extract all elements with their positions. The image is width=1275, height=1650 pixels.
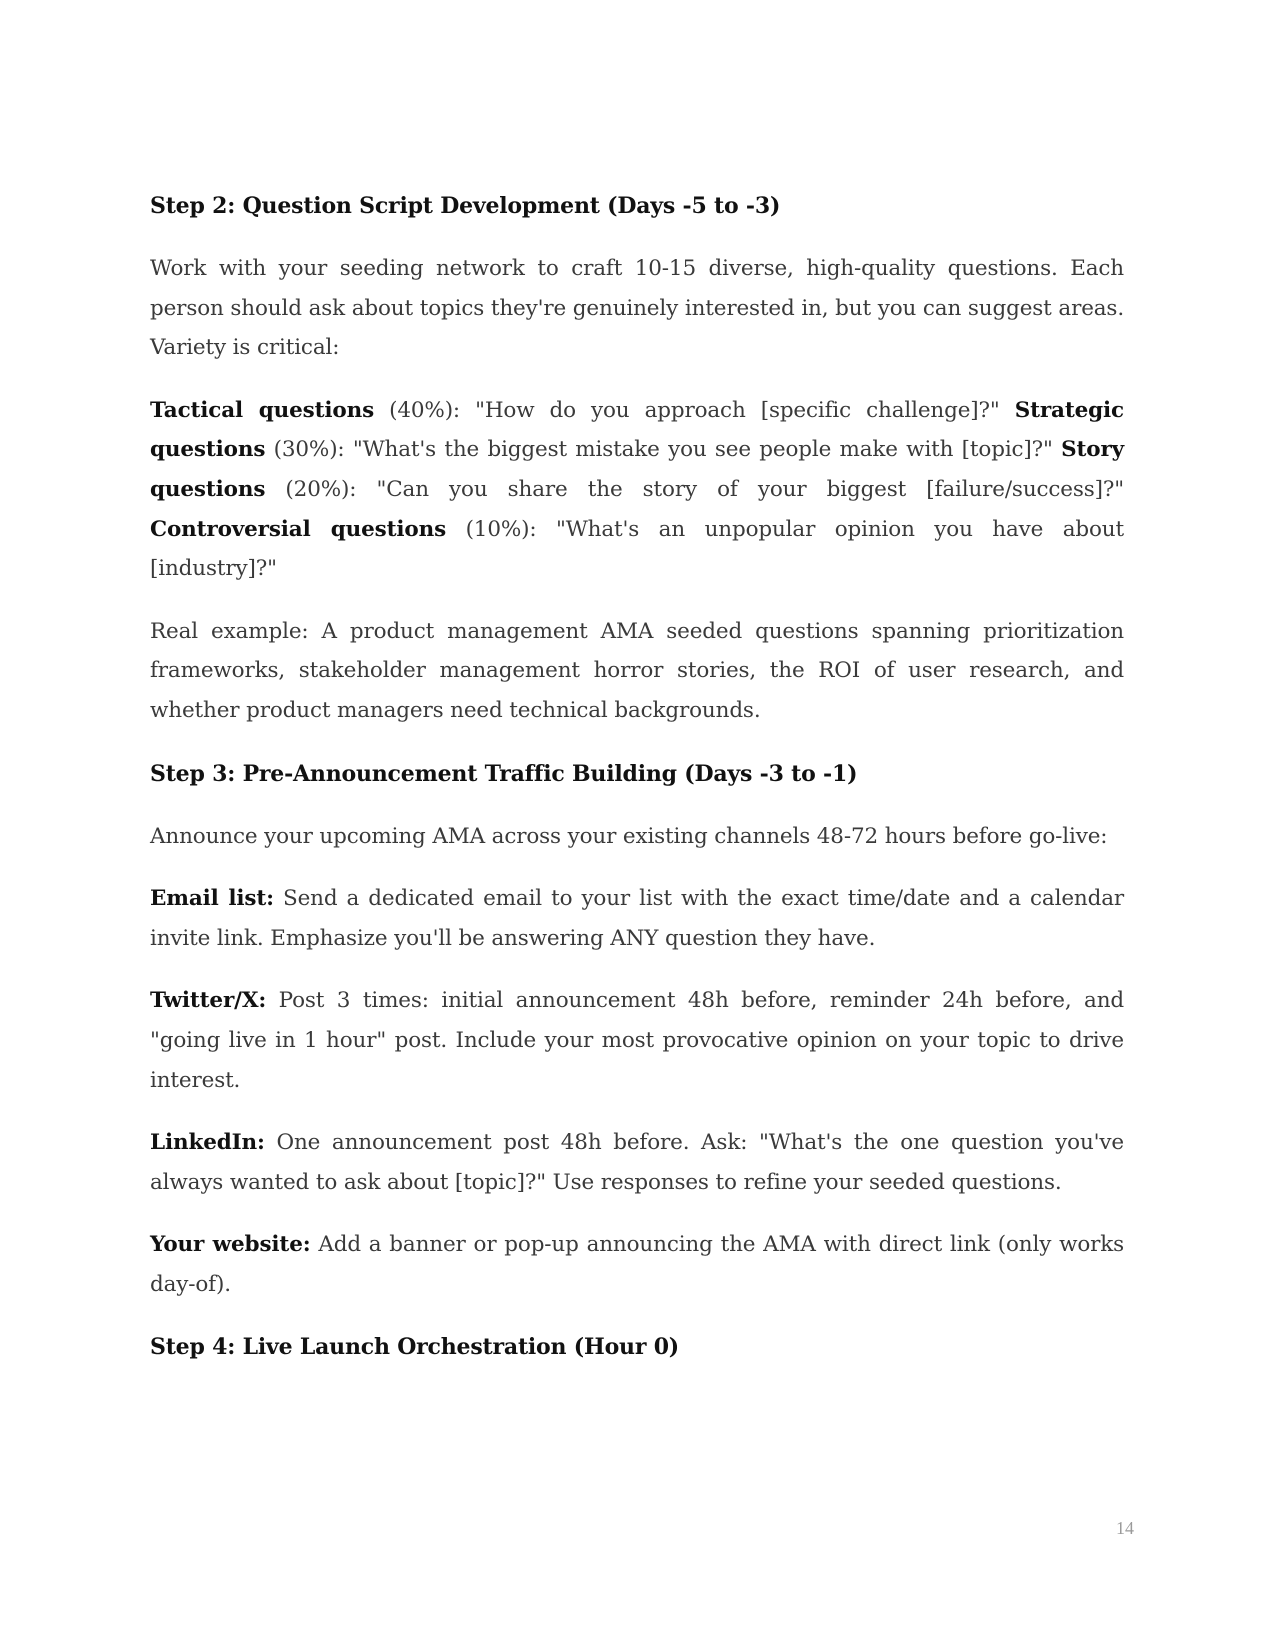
email-list-label: Email list: (150, 886, 274, 912)
linkedin-text: One announcement post 48h before. Ask: "What's the one question you've always wanted to ask about [topic]?" Use responses to refine your seeded questions. (150, 1130, 1124, 1195)
twitter-text: Post 3 times: initial announcement 48h before, reminder 24h before, and "going live in 1 hour" post. Include your most provocative opinion on your topic to drive interest. (150, 988, 1124, 1093)
tactical-questions-label: Tactical questions (150, 397, 375, 423)
question-types-paragraph (150, 391, 1124, 589)
tactical-questions-text: (40%): "How do you approach [specific challenge]?" (374, 397, 1015, 423)
step2-intro-paragraph: Work with your seeding network to craft 10-15 diverse, high-quality questions. Each person should ask about topics they're genuinely interested in, but you can suggest areas. Variety is critical: (150, 256, 1124, 361)
step2-heading: Step 2: Question Script Development (Days -5 to -3) (150, 193, 781, 219)
twitter-label: Twitter/X: (150, 988, 267, 1014)
real-example-paragraph: Real example: A product management AMA seeded questions spanning prioritization frameworks, stakeholder management horror stories, the ROI of user research, and whether product managers need technical backgrounds. (150, 618, 1124, 723)
strategic-questions-text: (30%): "What's the biggest mistake you see people make with [topic]?" (265, 437, 1062, 463)
website-text: Add a banner or pop-up announcing the AMA with direct link (only works day-of). (150, 1232, 1124, 1297)
controversial-questions-text: (10%): "What's an unpopular opinion you have about [industry]?" (150, 516, 1124, 582)
strategic-questions-label: Strategic questions (150, 397, 1124, 463)
linkedin-paragraph (150, 1123, 1124, 1202)
twitter-paragraph (150, 981, 1124, 1100)
step3-heading: Step 3: Pre-Announcement Traffic Building (Days -3 to -1) (150, 760, 858, 787)
step4-heading: Step 4: Live Launch Orchestration (Hour 0) (150, 1334, 680, 1361)
email-list-paragraph (150, 879, 1124, 958)
email-list-text: Send a dedicated email to your list with the exact time/date and a calendar invite link. Emphasize you'll be answering ANY question they have. (150, 886, 1125, 951)
story-questions-label: Story questions (150, 437, 1124, 502)
document-page (150, 186, 1124, 1390)
step3-intro-paragraph: Announce your upcoming AMA across your existing channels 48-72 hours before go-live: (150, 823, 1108, 849)
website-label: Your website: (150, 1232, 311, 1258)
linkedin-label: LinkedIn: (150, 1130, 265, 1156)
controversial-questions-label: Controversial questions (150, 516, 447, 542)
story-questions-text: (20%): "Can you share the story of your biggest [failure/success]?" (265, 476, 1124, 502)
page-number: 14 (1116, 1518, 1134, 1538)
website-paragraph (150, 1225, 1124, 1304)
